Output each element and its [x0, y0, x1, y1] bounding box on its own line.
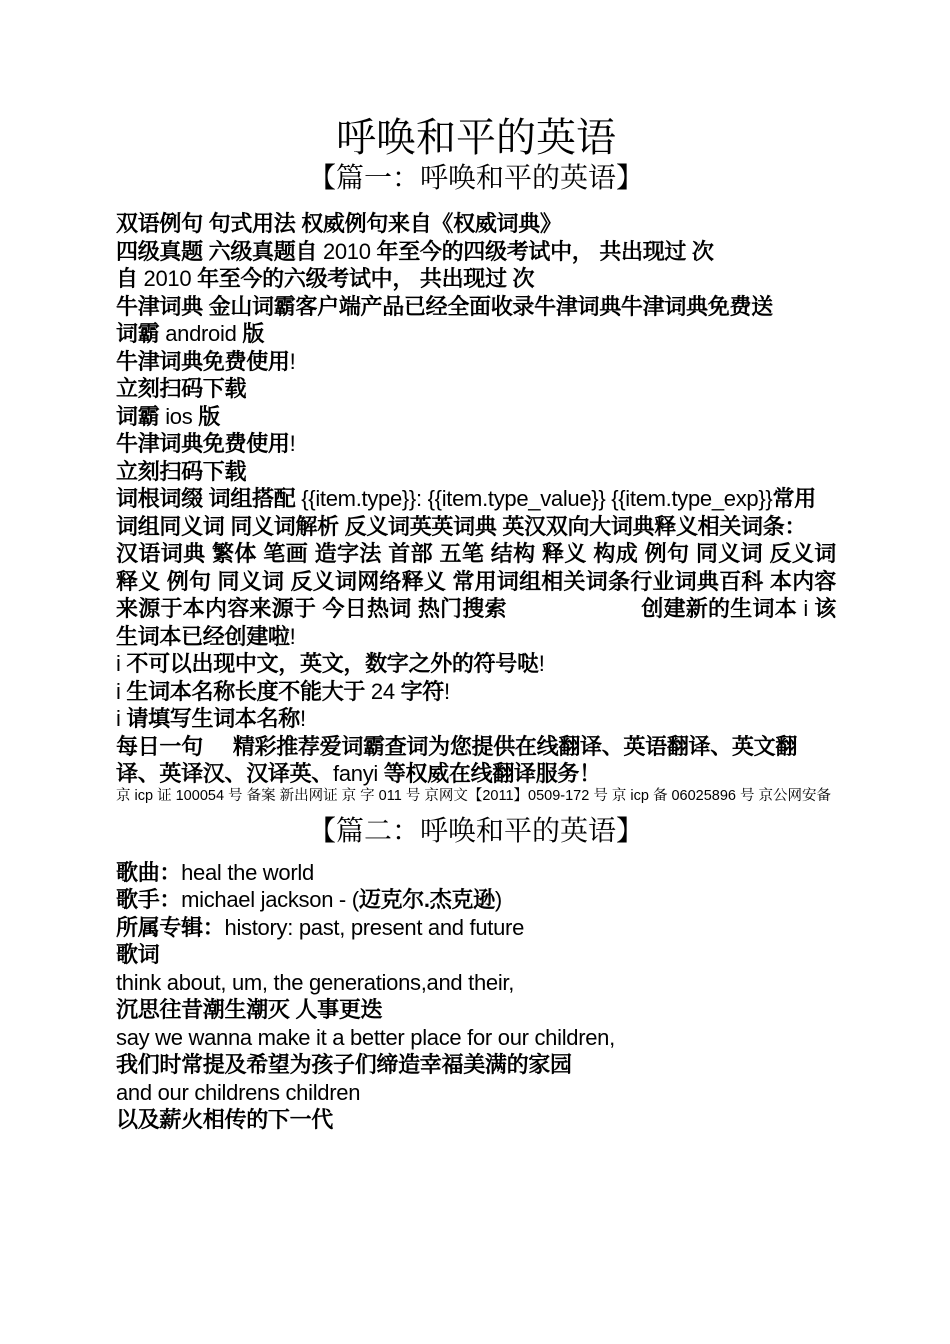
lyric-line-en: and our childrens children: [116, 1079, 361, 1105]
text-run: 24: [370, 678, 395, 704]
text-run: 年至今的六级考试中， 共出现过 次: [191, 266, 535, 291]
singer-label: 歌手：: [116, 887, 182, 912]
text-run: 词霸: [116, 403, 166, 429]
text-run: 年至今的四级考试中， 共出现过 次: [370, 238, 714, 264]
lyric-line-en: think about, um, the generations,and their,: [116, 969, 515, 995]
text-run: i: [803, 596, 808, 621]
lyric-line-cn: 以及薪火相传的下一代: [116, 1107, 334, 1132]
text-run: 不可以出现中文，英文，数字之外的符号哒: [120, 651, 539, 676]
paragraph: [116, 678, 836, 706]
album-info: [116, 914, 836, 942]
paragraph: [116, 705, 836, 733]
text-run: !: [300, 706, 306, 731]
lyrics-label: 歌词: [116, 942, 160, 967]
text-run: 四级真题 六级真题自: [116, 238, 323, 264]
text-run: 词霸: [116, 321, 166, 346]
text-run: 汉语词典 繁体 笔画 造字法 首部 五笔 结构 释义 构成 例句 同义词 反义词 释义 例句 同义词 反义词网络释义 常用词组相关词条行业词典百科 本内容来源于本内容来源于 今日热词 热门搜索: [116, 541, 836, 621]
paragraph: [116, 650, 836, 678]
text-run: !: [289, 348, 296, 374]
lyric-line-cn: 我们时常提及希望为孩子们缔造幸福美满的家园: [116, 1052, 572, 1077]
paragraph: [116, 540, 836, 650]
footer-icp-notice: 京 icp 证 100054 号 备案 新出网证 京 字 011 号 京网文【2011】0509-172 号 京 icp 备 06025896 号 京公网安备: [116, 787, 832, 804]
text-run: 版: [192, 403, 220, 429]
section-1-body: [116, 210, 836, 805]
text-run: 生词本名称长度不能大于: [120, 678, 371, 704]
text-run: 精彩推荐爱词霸查词为您提供在线翻译、英语翻译、英文翻译、英译汉、汉译英、: [116, 733, 798, 786]
text-run: 自: [116, 266, 144, 291]
document-page: [116, 112, 836, 1134]
text-run: 牛津词典免费使用: [116, 431, 290, 456]
paragraph: 立刻扫码下载: [116, 458, 247, 484]
song-label: 歌曲：: [116, 859, 182, 885]
text-run: 字符: [394, 678, 445, 704]
text-run: 等权威在线翻译服务！: [378, 761, 601, 786]
paragraph: [116, 733, 836, 788]
text-run: 该生词本已经创建啦: [116, 596, 837, 649]
paragraph: [116, 265, 836, 293]
text-run: !: [289, 623, 296, 649]
paragraph: 双语例句 句式用法 权威例句来自《权威词典》: [116, 211, 562, 236]
section-2-body: [116, 859, 836, 1134]
text-run: 词根词缀 词组搭配: [116, 486, 302, 511]
text-run: i: [116, 706, 121, 731]
text-run: android: [165, 321, 237, 346]
text-run: {{item.type}}: {{item.type_value}} {{item.type_exp}}: [301, 486, 773, 511]
text-run: !: [444, 678, 450, 704]
singer-info: [116, 886, 836, 914]
text-run: i: [116, 678, 121, 704]
lyric-line-en: say we wanna make it a better place for our children,: [116, 1024, 615, 1050]
text-run: 牛津词典免费使用: [116, 348, 290, 374]
paragraph: 立刻扫码下载: [116, 376, 247, 401]
album-label: 所属专辑：: [116, 914, 225, 940]
singer-value-end: ): [494, 887, 502, 912]
section-heading-1: 【篇一：呼唤和平的英语】: [307, 162, 644, 193]
singer-value-cn: 迈克尔.杰克逊: [358, 887, 495, 912]
paragraph: [116, 485, 836, 540]
text-run: !: [289, 431, 296, 456]
text-run: 创建新的生词本: [640, 596, 804, 621]
paragraph: [116, 238, 836, 266]
paragraph: [116, 348, 836, 376]
section-heading-2: 【篇二：呼唤和平的英语】: [307, 814, 644, 846]
page-title: 呼唤和平的英语: [336, 116, 616, 160]
text-run: 请填写生词本名称: [120, 706, 301, 731]
album-value: history: past, present and future: [224, 914, 525, 940]
text-run: 常用词组同义词 同义词解析 反义词英英词典 英汉双向大词典释义相关词条：: [116, 486, 816, 539]
spacer: [116, 198, 836, 210]
paragraph: 牛津词典 金山词霸客户端产品已经全面收录牛津词典牛津词典免费送: [116, 293, 773, 319]
text-run: ios: [165, 403, 193, 429]
lyric-line-cn: 沉思往昔潮生潮灭 人事更迭: [116, 997, 383, 1022]
song-value: heal the world: [181, 859, 314, 885]
text-run: i: [116, 651, 121, 676]
text-run: 2010: [322, 238, 371, 264]
text-run: 2010: [143, 266, 192, 291]
paragraph: [116, 320, 836, 348]
song-info: [116, 859, 836, 887]
paragraph: [116, 403, 836, 431]
text-run: 版: [236, 321, 265, 346]
singer-value: michael jackson - (: [181, 887, 359, 912]
paragraph: [116, 430, 836, 458]
text-run: !: [538, 651, 545, 676]
text-run: fanyi: [333, 761, 378, 786]
text-run: 每日一句: [116, 733, 203, 759]
